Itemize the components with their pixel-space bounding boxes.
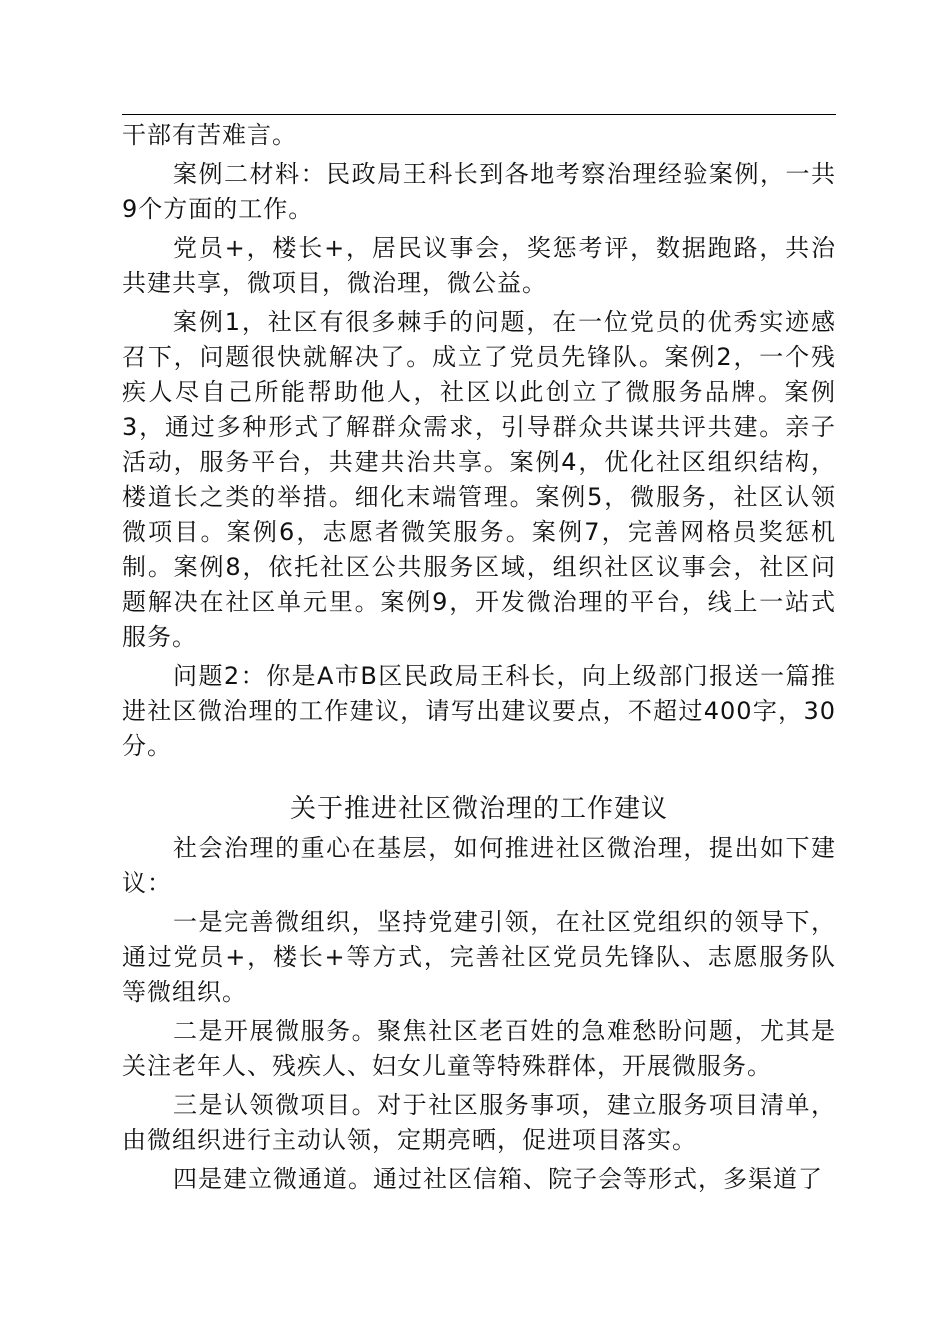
cases-paragraph: 案例1，社区有很多棘手的问题，在一位党员的优秀实迹感召下，问题很快就解决了。成立了党员先锋队。案例2，一个残疾人尽自己所能帮助他人，社区以此创立了微服务品牌。案例3，通过多种形式了解群众需求，引导群众共谋共评共建。亲子活动，服务平台，共建共治共享。案例4，优化社区组织结构，楼道长之类的举措。细化末端管理。案例5，微服务，社区认领微项目。案例6，志愿者微笑服务。案例7，完善网格员奖惩机制。案例8，依托社区公共服务区域，组织社区议事会，社区问题解决在社区单元里。案例9，开发微治理的平台，线上一站式服务。 bbox=[122, 308, 836, 651]
continuation-text: 干部有苦难言。 bbox=[122, 121, 297, 149]
case-intro-paragraph: 案例二材料：民政局王科长到各地考察治理经验案例，一共9个方面的工作。 bbox=[122, 160, 836, 223]
answer-paragraph-2: 二是开展微服务。聚焦社区老百姓的急难愁盼问题，尤其是关注老年人、残疾人、妇女儿童等特殊群体，开展微服务。 bbox=[122, 1017, 836, 1080]
answer-title: 关于推进社区微治理的工作建议 bbox=[289, 794, 668, 824]
answer-paragraph-1: 一是完善微组织，坚持党建引领，在社区党组织的领导下，通过党员+，楼长+等方式，完善社区党员先锋队、志愿服务队等微组织。 bbox=[122, 908, 836, 1006]
answer-paragraph-3: 三是认领微项目。对于社区服务事项，建立服务项目清单，由微组织进行主动认领，定期亮晒，促进项目落实。 bbox=[122, 1091, 836, 1154]
keywords-paragraph: 党员+，楼长+，居民议事会，奖惩考评，数据跑路，共治共建共享，微项目，微治理，微公益。 bbox=[122, 234, 836, 297]
header-rule bbox=[122, 114, 836, 115]
document-body bbox=[122, 118, 836, 1197]
answer-paragraph-intro: 社会治理的重心在基层，如何推进社区微治理，提出如下建议： bbox=[122, 834, 836, 897]
answer-paragraph-4: 四是建立微通道。通过社区信箱、院子会等形式，多渠道了 bbox=[173, 1165, 823, 1193]
question-paragraph: 问题2：你是A市B区民政局王科长，向上级部门报送一篇推进社区微治理的工作建议，请写出建议要点，不超过400字，30分。 bbox=[122, 662, 836, 760]
